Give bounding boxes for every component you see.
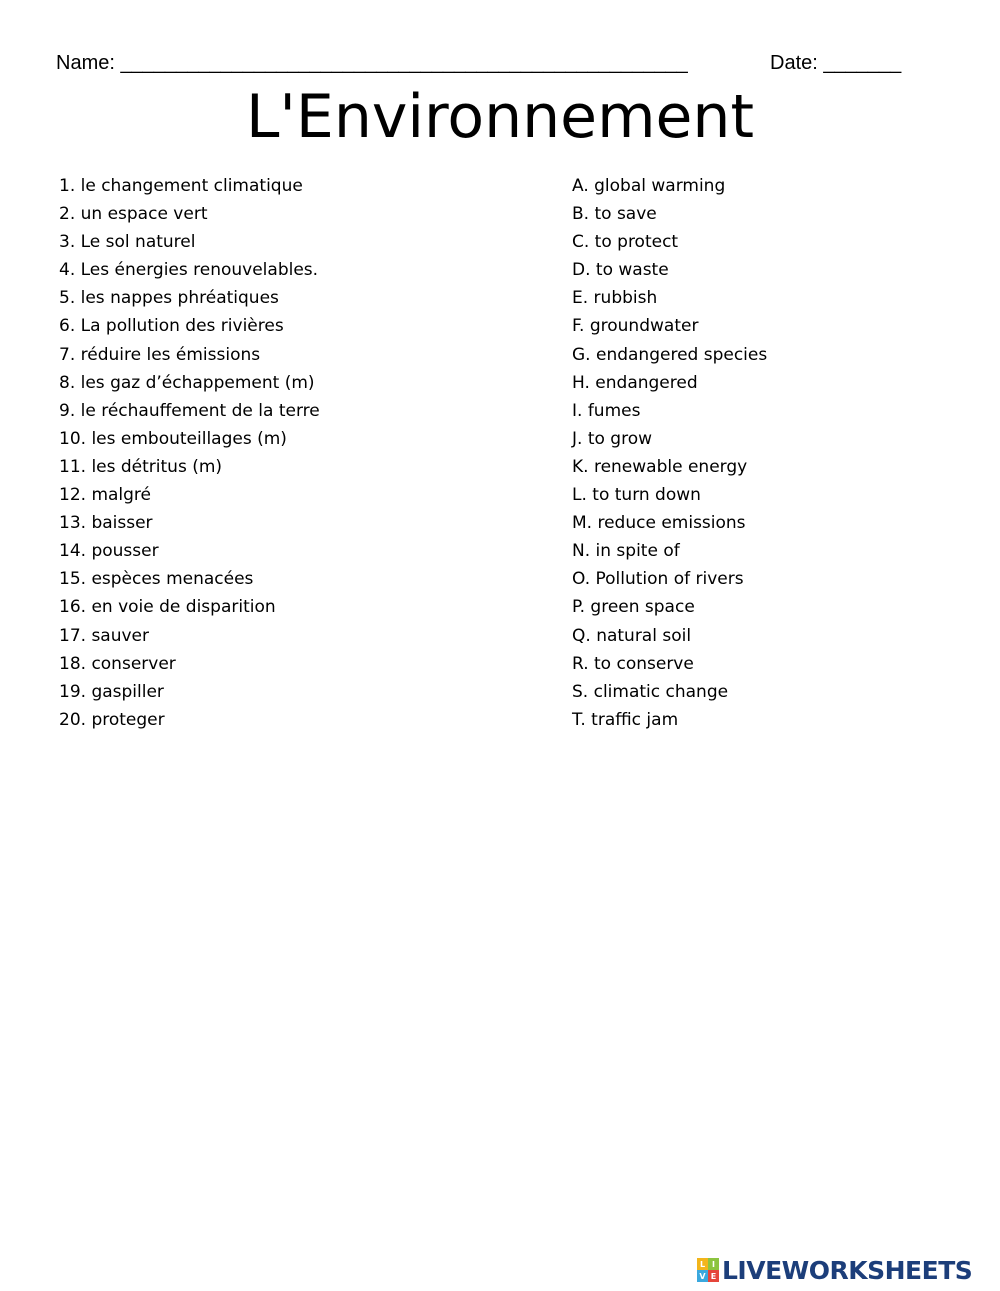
french-term-item: 8. les gaz d’échappement (m) — [59, 372, 315, 393]
english-term-item: O. Pollution of rivers — [572, 569, 744, 590]
date-field[interactable]: Date: _______ — [770, 52, 902, 74]
logo-mark-letter: E — [708, 1270, 719, 1282]
english-term-item: Q. natural soil — [572, 625, 692, 646]
english-term-item: R. to conserve — [572, 653, 694, 674]
logo-mark-letter: I — [708, 1258, 719, 1270]
french-term-item: 1. le changement climatique — [59, 176, 303, 196]
french-term-item: 2. un espace vert — [59, 204, 208, 225]
french-term-item: 17. sauver — [59, 625, 149, 646]
french-terms-list — [59, 172, 320, 734]
french-term-item: 14. pousser — [59, 541, 159, 562]
french-term-item: 9. le réchauffement de la terre — [59, 400, 320, 421]
french-term-item: 7. réduire les émissions — [59, 344, 261, 365]
english-term-item: C. to protect — [572, 232, 679, 253]
english-term-item: T. traffic jam — [572, 709, 679, 730]
french-term-item: 6. La pollution des rivières — [59, 316, 284, 337]
english-term-item: G. endangered species — [572, 344, 768, 365]
french-term-item: 10. les embouteillages (m) — [59, 428, 287, 449]
english-term-item: P. green space — [572, 597, 695, 618]
logo-text: LIVEWORKSHEETS — [722, 1255, 973, 1285]
name-field[interactable]: Name: ___________________________________________________ — [56, 52, 688, 74]
french-term-item: 19. gaspiller — [59, 681, 164, 702]
french-term-item: 18. conserver — [59, 653, 176, 674]
logo-mark-letter: V — [697, 1270, 708, 1282]
english-term-item: H. endangered — [572, 372, 698, 393]
french-term-item: 16. en voie de disparition — [59, 597, 276, 618]
header-line — [56, 52, 910, 75]
english-term-item: N. in spite of — [572, 541, 680, 562]
english-term-item: L. to turn down — [572, 485, 701, 506]
french-term-item: 5. les nappes phréatiques — [59, 288, 279, 309]
english-term-item: J. to grow — [572, 428, 653, 449]
french-term-item: 15. espèces menacées — [59, 569, 254, 590]
english-term-item: E. rubbish — [572, 288, 658, 309]
english-term-item: B. to save — [572, 204, 657, 225]
english-term-item: S. climatic change — [572, 681, 729, 702]
logo-mark-letter: L — [697, 1258, 708, 1270]
worksheet-title: L'Environnement — [246, 82, 754, 152]
french-term-item: 4. Les énergies renouvelables. — [59, 260, 319, 281]
french-term-item: 13. baisser — [59, 513, 153, 534]
english-term-item: A. global warming — [572, 176, 726, 196]
french-term-item: 3. Le sol naturel — [59, 232, 196, 253]
english-term-item: K. renewable energy — [572, 456, 748, 477]
french-term-item: 12. malgré — [59, 485, 152, 506]
english-term-item: M. reduce emissions — [572, 513, 746, 534]
english-term-item: F. groundwater — [572, 316, 699, 337]
logo-mark-icon — [697, 1258, 719, 1282]
english-term-item: I. fumes — [572, 400, 641, 421]
english-terms-list — [572, 172, 767, 734]
french-term-item: 11. les détritus (m) — [59, 456, 223, 477]
liveworksheets-logo[interactable] — [697, 1256, 972, 1284]
english-term-item: D. to waste — [572, 260, 669, 281]
french-term-item: 20. proteger — [59, 709, 165, 730]
